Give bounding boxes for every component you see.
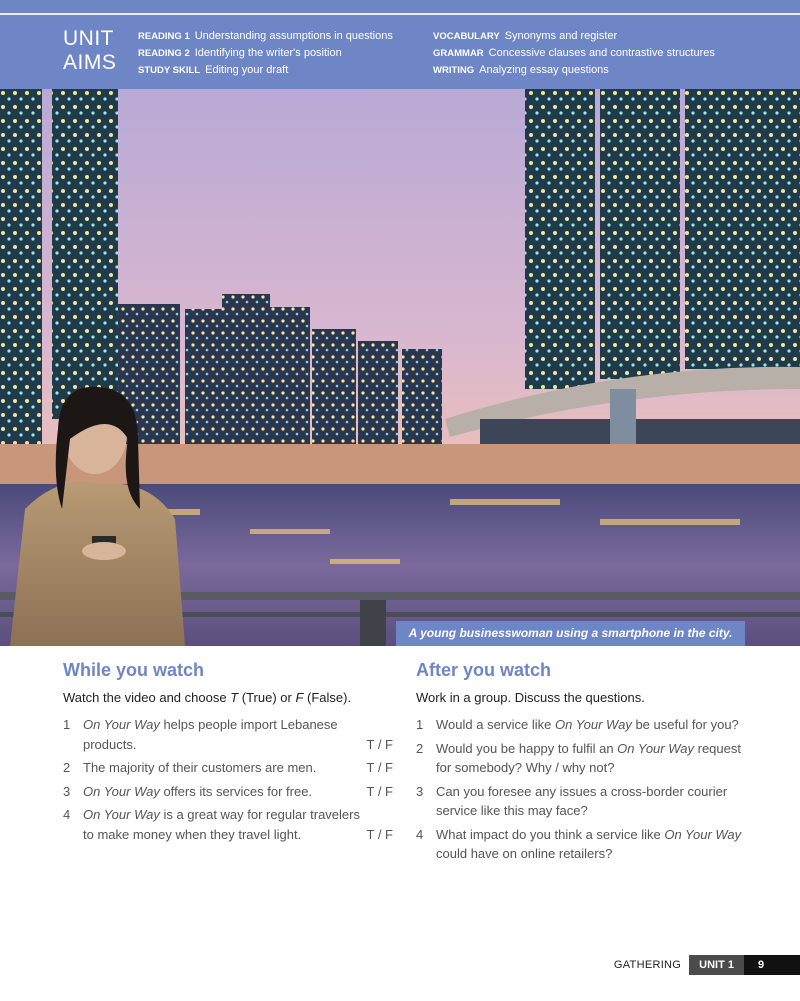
- footer-section-name: GATHERING: [613, 959, 682, 971]
- aim-study-skill: STUDY SKILL Editing your draft: [138, 64, 289, 76]
- top-rule: [0, 13, 800, 15]
- footer-unit-label: UNIT 1: [689, 955, 744, 975]
- unit-aims-title: [63, 27, 116, 75]
- list-item: 4 On Your Way is a great way for regular travelers to make money when they travel light. T / F: [63, 805, 393, 844]
- list-item: 1 Would a service like On Your Way be useful for you?: [416, 717, 739, 732]
- aims-right-column: [433, 28, 715, 79]
- aim-grammar: GRAMMAR Concessive clauses and contrastive structures: [433, 47, 715, 59]
- while-you-watch-section: [63, 658, 393, 848]
- while-you-watch-instructions: Watch the video and choose T (True) or F (False).: [63, 690, 352, 705]
- list-item: 3 On Your Way offers its services for free. T / F: [63, 782, 393, 802]
- unit-aims-title-line2: AIMS: [63, 51, 117, 74]
- list-item: 2 Would you be happy to fulfil an On Your Way request for somebody? Why / why not?: [416, 740, 741, 775]
- after-you-watch-section: [416, 658, 751, 868]
- page-footer: [614, 955, 800, 975]
- after-you-watch-instructions: Work in a group. Discuss the questions.: [416, 690, 645, 705]
- city-night-illustration: [0, 89, 800, 646]
- list-item: 1 On Your Way helps people import Lebanese products. T / F: [63, 715, 393, 754]
- city-night-photo: [0, 89, 800, 646]
- while-you-watch-list: [63, 715, 393, 844]
- unit-aims-title-line1: UNIT: [63, 27, 114, 50]
- after-you-watch-title: After you watch: [416, 660, 552, 680]
- photo-caption: A young businesswoman using a smartphone in the city.: [396, 621, 745, 646]
- unit-aims-banner: [0, 0, 800, 89]
- while-you-watch-title: While you watch: [63, 660, 205, 680]
- list-item: 2 The majority of their customers are men. T / F: [63, 758, 393, 778]
- list-item: 3 Can you foresee any issues a cross-border courier service like this may face?: [416, 783, 728, 818]
- list-item: 4 What impact do you think a service like On Your Way could have on online retailers?: [416, 826, 742, 861]
- true-false-choice[interactable]: T / F: [366, 783, 393, 799]
- aim-reading-1: READING 1 Understanding assumptions in questions: [138, 30, 393, 42]
- page-number: 9: [744, 955, 800, 975]
- aim-writing: WRITING Analyzing essay questions: [433, 64, 609, 76]
- after-you-watch-list: [416, 715, 751, 864]
- aims-left-column: [138, 28, 393, 79]
- true-false-choice[interactable]: T / F: [366, 736, 393, 752]
- true-false-choice[interactable]: T / F: [366, 760, 393, 775]
- true-false-choice[interactable]: T / F: [366, 826, 393, 842]
- aim-vocabulary: VOCABULARY Synonyms and register: [433, 30, 618, 42]
- aim-reading-2: READING 2 Identifying the writer's position: [138, 47, 342, 59]
